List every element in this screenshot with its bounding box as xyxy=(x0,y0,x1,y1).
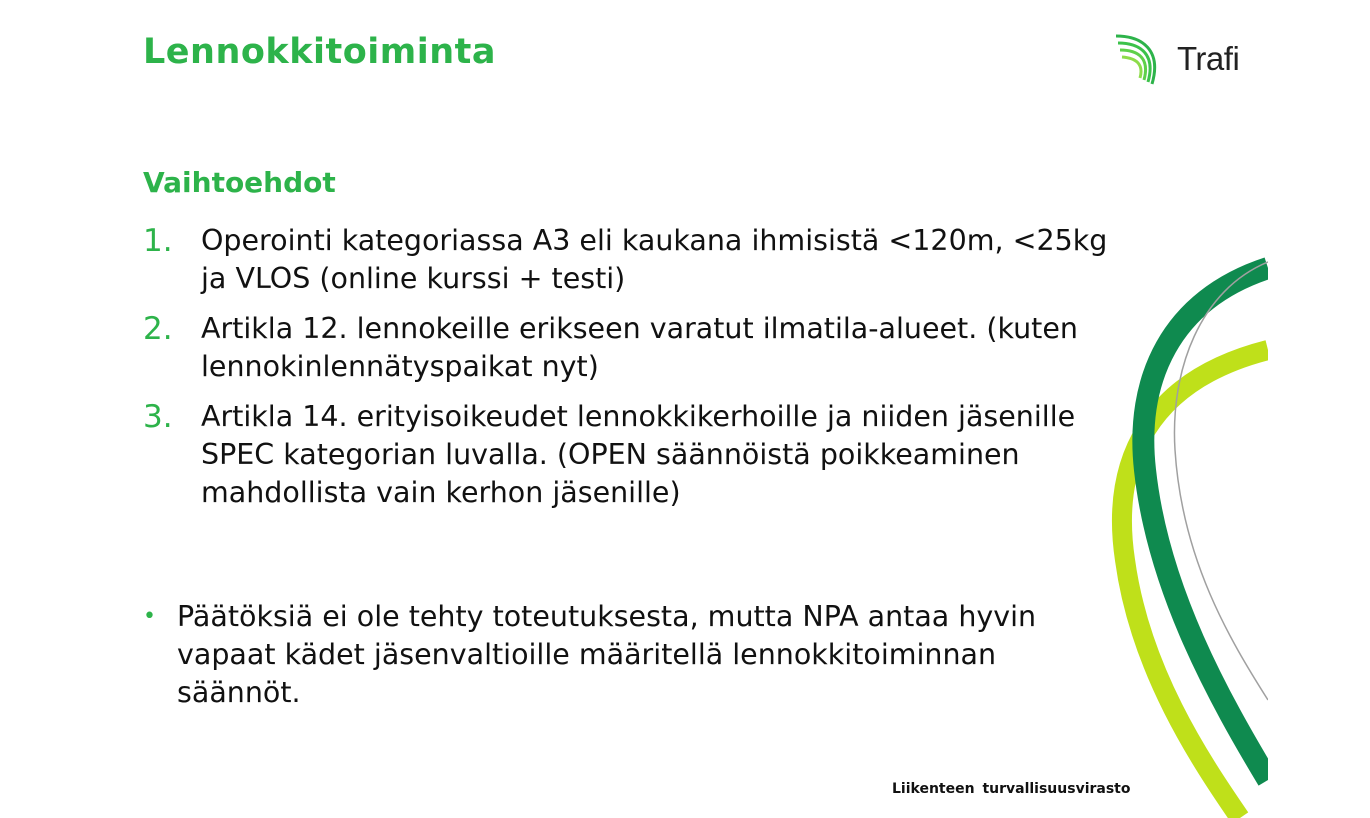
footer-agency-name: Liikenteen turvallisuusvirasto xyxy=(892,781,1131,797)
list-item-text: Artikla 14. erityisoikeudet lennokkikerhoille ja niiden jäsenille SPEC kategorian luvalla. (OPEN säännöistä poikkeaminen mahdollista vain kerhon jäsenille) xyxy=(201,400,1076,509)
list-item-text: Artikla 12. lennokeille erikseen varatut ilmatila-alueet. (kuten lennokinlennätyspaikat nyt) xyxy=(201,312,1078,383)
list-number: 2. xyxy=(143,311,173,347)
list-item-text: Operointi kategoriassa A3 eli kaukana ihmisistä <120m, <25kg ja VLOS (online kurssi + testi) xyxy=(201,224,1108,295)
numbered-list xyxy=(143,222,1123,524)
bullet-text: Päätöksiä ei ole tehty toteutuksesta, mutta NPA antaa hyvin vapaat kädet jäsenvaltioille määritellä lennokkitoiminnan säännöt. xyxy=(177,600,1037,709)
trafi-swoosh-icon xyxy=(1112,30,1172,90)
list-item xyxy=(143,398,1123,512)
list-item xyxy=(143,310,1123,386)
list-item xyxy=(143,222,1123,298)
section-subtitle: Vaihtoehdot xyxy=(143,166,336,199)
list-number: 1. xyxy=(143,223,173,259)
logo-text: Trafi xyxy=(1177,40,1240,77)
slide-title: Lennokkitoiminta xyxy=(143,32,496,72)
list-number: 3. xyxy=(143,399,173,435)
bullet-point xyxy=(143,598,1103,712)
bullet-dot-icon: • xyxy=(143,604,156,629)
trafi-logo xyxy=(1112,30,1262,90)
